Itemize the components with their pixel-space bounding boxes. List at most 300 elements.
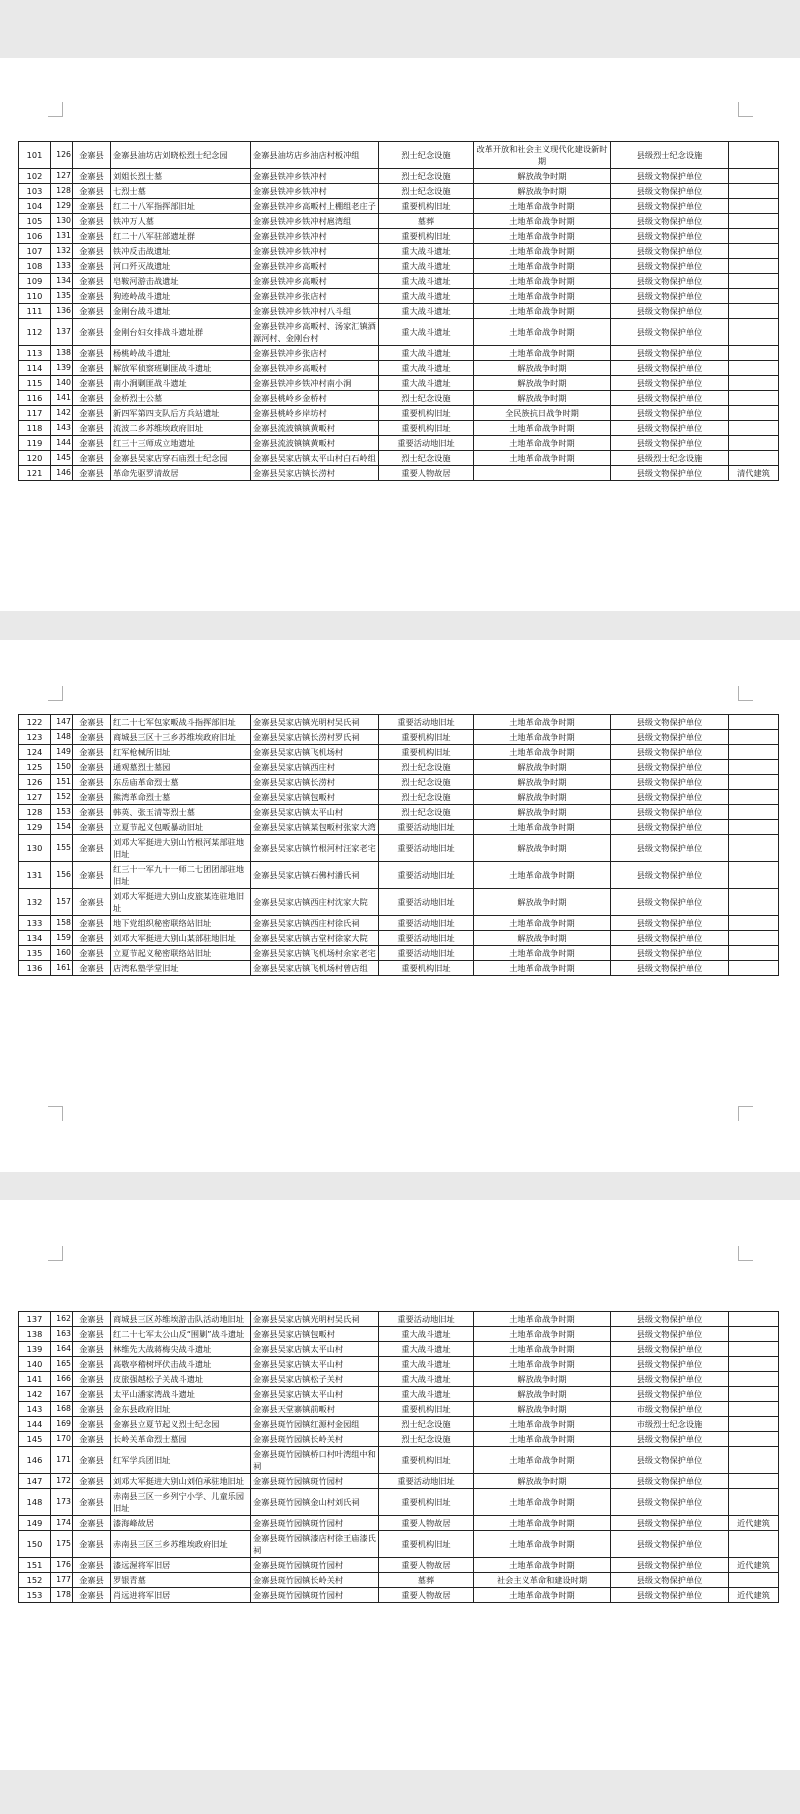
address-cell: 金寨县铁冲乡高畈村、汤家汇镇酒源河村、金刚台村	[251, 319, 379, 346]
note-cell	[729, 361, 779, 376]
note-cell	[729, 1531, 779, 1558]
note-cell	[729, 961, 779, 976]
serial-number-cell: 118	[19, 421, 51, 436]
county-cell: 金寨县	[73, 142, 111, 169]
note-cell	[729, 421, 779, 436]
period-cell: 土地革命战争时期	[474, 1327, 611, 1342]
table-row	[19, 274, 779, 289]
note-cell: 清代建筑	[729, 466, 779, 481]
site-name-cell: 赤南县三区一乡列宁小学、儿童乐园旧址	[111, 1489, 251, 1516]
protection-level-cell: 县级文物保护单位	[611, 1531, 729, 1558]
note-cell	[729, 1402, 779, 1417]
category-cell: 重要活动地旧址	[379, 1312, 474, 1327]
protection-level-cell: 市级文物保护单位	[611, 1402, 729, 1417]
protection-level-cell: 县级文物保护单位	[611, 1432, 729, 1447]
period-cell: 土地革命战争时期	[474, 715, 611, 730]
county-cell: 金寨县	[73, 1588, 111, 1603]
site-name-cell: 红军枪械所旧址	[111, 745, 251, 760]
county-cell: 金寨县	[73, 1489, 111, 1516]
address-cell: 金寨县吴家店镇某包畈村张家大湾	[251, 820, 379, 835]
note-cell	[729, 775, 779, 790]
serial-number-cell: 131	[19, 862, 51, 889]
county-cell: 金寨县	[73, 289, 111, 304]
table-row	[19, 304, 779, 319]
address-cell: 金寨县铁冲乡高畈村	[251, 274, 379, 289]
table-row	[19, 1558, 779, 1573]
county-cell: 金寨县	[73, 304, 111, 319]
note-cell	[729, 745, 779, 760]
address-cell: 金寨县流波镇镇黄畈村	[251, 421, 379, 436]
address-cell: 金寨县铁冲乡铁冲村	[251, 229, 379, 244]
note-cell	[729, 451, 779, 466]
address-cell: 金寨县斑竹园镇长岭关村	[251, 1573, 379, 1588]
address-cell: 金寨县油坊店乡油店村板冲组	[251, 142, 379, 169]
site-name-cell: 金刚台妇女排战斗遗址群	[111, 319, 251, 346]
site-name-cell: 通观墓烈士墓园	[111, 760, 251, 775]
note-cell	[729, 1417, 779, 1432]
category-cell: 重大战斗遗址	[379, 289, 474, 304]
address-cell: 金寨县铁冲乡高畈村上棚组老庄子	[251, 199, 379, 214]
original-number-cell: 152	[51, 790, 73, 805]
site-name-cell: 金寨县油坊店刘晓松烈士纪念园	[111, 142, 251, 169]
category-cell: 重大战斗遗址	[379, 1327, 474, 1342]
protection-level-cell: 县级文物保护单位	[611, 304, 729, 319]
original-number-cell: 134	[51, 274, 73, 289]
original-number-cell: 161	[51, 961, 73, 976]
period-cell: 解放战争时期	[474, 889, 611, 916]
address-cell: 金寨县铁冲乡铁冲村	[251, 169, 379, 184]
serial-number-cell: 113	[19, 346, 51, 361]
address-cell: 金寨县斑竹园镇斑竹园村	[251, 1588, 379, 1603]
address-cell: 金寨县吴家店镇太平山村	[251, 805, 379, 820]
county-cell: 金寨县	[73, 1387, 111, 1402]
site-name-cell: 流波二乡苏维埃政府旧址	[111, 421, 251, 436]
note-cell	[729, 406, 779, 421]
original-number-cell: 128	[51, 184, 73, 199]
category-cell: 重要人物故居	[379, 1588, 474, 1603]
category-cell: 重要活动地旧址	[379, 436, 474, 451]
table-row	[19, 436, 779, 451]
note-cell	[729, 889, 779, 916]
county-cell: 金寨县	[73, 391, 111, 406]
period-cell: 土地革命战争时期	[474, 1432, 611, 1447]
county-cell: 金寨县	[73, 775, 111, 790]
table-row	[19, 259, 779, 274]
table-row	[19, 946, 779, 961]
county-cell: 金寨县	[73, 1432, 111, 1447]
address-cell: 金寨县斑竹园镇斑竹园村	[251, 1558, 379, 1573]
address-cell: 金寨县吴家店镇光明村吴氏祠	[251, 1312, 379, 1327]
serial-number-cell: 104	[19, 199, 51, 214]
period-cell: 土地革命战争时期	[474, 199, 611, 214]
note-cell	[729, 916, 779, 931]
table-row	[19, 790, 779, 805]
site-name-cell: 长岭关革命烈士墓园	[111, 1432, 251, 1447]
original-number-cell: 160	[51, 946, 73, 961]
address-cell: 金寨县斑竹园镇长岭关村	[251, 1432, 379, 1447]
serial-number-cell: 123	[19, 730, 51, 745]
original-number-cell: 174	[51, 1516, 73, 1531]
address-cell: 金寨县斑竹园镇红源村金园组	[251, 1417, 379, 1432]
address-cell: 金寨县吴家店镇西庄村	[251, 760, 379, 775]
site-name-cell: 皮旅强越松子关战斗遗址	[111, 1372, 251, 1387]
note-cell	[729, 931, 779, 946]
category-cell: 重要活动地旧址	[379, 916, 474, 931]
original-number-cell: 178	[51, 1588, 73, 1603]
note-cell	[729, 1357, 779, 1372]
site-name-cell: 刘邓大军挺进大别山刘伯承驻地旧址	[111, 1474, 251, 1489]
protection-level-cell: 市级烈士纪念设施	[611, 1417, 729, 1432]
site-name-cell: 金东县政府旧址	[111, 1402, 251, 1417]
serial-number-cell: 133	[19, 916, 51, 931]
period-cell: 土地革命战争时期	[474, 451, 611, 466]
county-cell: 金寨县	[73, 862, 111, 889]
original-number-cell: 176	[51, 1558, 73, 1573]
category-cell: 重要活动地旧址	[379, 1474, 474, 1489]
serial-number-cell: 122	[19, 715, 51, 730]
period-cell: 解放战争时期	[474, 376, 611, 391]
category-cell: 重要机构旧址	[379, 1402, 474, 1417]
site-name-cell: 商城县三区苏维埃游击队活动地旧址	[111, 1312, 251, 1327]
original-number-cell: 140	[51, 376, 73, 391]
protection-level-cell: 县级文物保护单位	[611, 319, 729, 346]
serial-number-cell: 129	[19, 820, 51, 835]
period-cell: 土地革命战争时期	[474, 259, 611, 274]
site-name-cell: 新四军第四支队后方兵站遗址	[111, 406, 251, 421]
table-row	[19, 1342, 779, 1357]
original-number-cell: 155	[51, 835, 73, 862]
original-number-cell: 177	[51, 1573, 73, 1588]
site-name-cell: 河口歼灭战遗址	[111, 259, 251, 274]
note-cell	[729, 862, 779, 889]
category-cell: 墓葬	[379, 1573, 474, 1588]
address-cell: 金寨县桃岭乡金桥村	[251, 391, 379, 406]
county-cell: 金寨县	[73, 214, 111, 229]
table-row	[19, 805, 779, 820]
original-number-cell: 159	[51, 931, 73, 946]
serial-number-cell: 151	[19, 1558, 51, 1573]
county-cell: 金寨县	[73, 466, 111, 481]
site-name-cell: 七烈士墓	[111, 184, 251, 199]
heritage-site-table	[18, 714, 779, 976]
serial-number-cell: 130	[19, 835, 51, 862]
category-cell: 重要活动地旧址	[379, 931, 474, 946]
county-cell: 金寨县	[73, 259, 111, 274]
address-cell: 金寨县吴家店镇太平山村	[251, 1342, 379, 1357]
serial-number-cell: 150	[19, 1531, 51, 1558]
site-name-cell: 肖远进将军旧居	[111, 1588, 251, 1603]
note-cell	[729, 730, 779, 745]
note-cell	[729, 946, 779, 961]
original-number-cell: 151	[51, 775, 73, 790]
table-row	[19, 1327, 779, 1342]
protection-level-cell: 县级文物保护单位	[611, 259, 729, 274]
period-cell: 土地革命战争时期	[474, 862, 611, 889]
period-cell: 土地革命战争时期	[474, 730, 611, 745]
original-number-cell: 141	[51, 391, 73, 406]
county-cell: 金寨县	[73, 745, 111, 760]
original-number-cell: 144	[51, 436, 73, 451]
category-cell: 重要机构旧址	[379, 1531, 474, 1558]
county-cell: 金寨县	[73, 376, 111, 391]
address-cell: 金寨县吴家店镇长涝村罗氏祠	[251, 730, 379, 745]
protection-level-cell: 县级文物保护单位	[611, 244, 729, 259]
original-number-cell: 131	[51, 229, 73, 244]
original-number-cell: 142	[51, 406, 73, 421]
serial-number-cell: 101	[19, 142, 51, 169]
table-row	[19, 1489, 779, 1516]
protection-level-cell: 县级文物保护单位	[611, 931, 729, 946]
county-cell: 金寨县	[73, 319, 111, 346]
category-cell: 重要机构旧址	[379, 1489, 474, 1516]
period-cell: 土地革命战争时期	[474, 214, 611, 229]
site-name-cell: 革命先驱罗清故居	[111, 466, 251, 481]
protection-level-cell: 县级文物保护单位	[611, 391, 729, 406]
period-cell: 土地革命战争时期	[474, 1447, 611, 1474]
address-cell: 金寨县吴家店镇松子关村	[251, 1372, 379, 1387]
original-number-cell: 145	[51, 451, 73, 466]
category-cell: 重要机构旧址	[379, 406, 474, 421]
category-cell: 烈士纪念设施	[379, 1417, 474, 1432]
address-cell: 金寨县吴家店镇太平山村白石岭组	[251, 451, 379, 466]
protection-level-cell: 县级文物保护单位	[611, 214, 729, 229]
category-cell: 重要机构旧址	[379, 730, 474, 745]
note-cell	[729, 1573, 779, 1588]
county-cell: 金寨县	[73, 1573, 111, 1588]
protection-level-cell: 县级文物保护单位	[611, 745, 729, 760]
note-cell	[729, 184, 779, 199]
county-cell: 金寨县	[73, 1558, 111, 1573]
period-cell: 解放战争时期	[474, 184, 611, 199]
county-cell: 金寨县	[73, 199, 111, 214]
county-cell: 金寨县	[73, 1327, 111, 1342]
address-cell: 金寨县吴家店镇石佛村潘氏祠	[251, 862, 379, 889]
note-cell: 近代建筑	[729, 1516, 779, 1531]
category-cell: 烈士纪念设施	[379, 760, 474, 775]
table-row	[19, 1357, 779, 1372]
county-cell: 金寨县	[73, 1516, 111, 1531]
site-name-cell: 解放军侦察班剿匪战斗遗址	[111, 361, 251, 376]
period-cell: 解放战争时期	[474, 835, 611, 862]
address-cell: 金寨县斑竹园镇漆店村徐王庙漆氏祠	[251, 1531, 379, 1558]
period-cell: 社会主义革命和建设时期	[474, 1573, 611, 1588]
original-number-cell: 164	[51, 1342, 73, 1357]
site-name-cell: 杨桃岭战斗遗址	[111, 346, 251, 361]
original-number-cell: 157	[51, 889, 73, 916]
protection-level-cell: 县级文物保护单位	[611, 775, 729, 790]
note-cell	[729, 1387, 779, 1402]
site-name-cell: 红三十一军九十一师二七团团部驻地旧址	[111, 862, 251, 889]
original-number-cell: 148	[51, 730, 73, 745]
period-cell: 土地革命战争时期	[474, 961, 611, 976]
county-cell: 金寨县	[73, 421, 111, 436]
protection-level-cell: 县级文物保护单位	[611, 466, 729, 481]
site-name-cell: 皂鞍河游击战遗址	[111, 274, 251, 289]
category-cell: 重要活动地旧址	[379, 889, 474, 916]
county-cell: 金寨县	[73, 889, 111, 916]
table-row	[19, 1372, 779, 1387]
serial-number-cell: 126	[19, 775, 51, 790]
period-cell: 土地革命战争时期	[474, 1531, 611, 1558]
original-number-cell: 162	[51, 1312, 73, 1327]
protection-level-cell: 县级文物保护单位	[611, 805, 729, 820]
address-cell: 金寨县铁冲乡高畈村	[251, 361, 379, 376]
serial-number-cell: 132	[19, 889, 51, 916]
original-number-cell: 172	[51, 1474, 73, 1489]
address-cell: 金寨县铁冲乡铁冲村	[251, 244, 379, 259]
note-cell	[729, 319, 779, 346]
site-name-cell: 立夏节起义秘密联络站旧址	[111, 946, 251, 961]
county-cell: 金寨县	[73, 169, 111, 184]
serial-number-cell: 153	[19, 1588, 51, 1603]
crop-mark	[738, 1246, 753, 1261]
note-cell	[729, 760, 779, 775]
document-page-3	[0, 1200, 800, 1770]
period-cell: 解放战争时期	[474, 760, 611, 775]
period-cell: 土地革命战争时期	[474, 436, 611, 451]
note-cell	[729, 436, 779, 451]
table-row	[19, 730, 779, 745]
site-name-cell: 金寨县立夏节起义烈士纪念园	[111, 1417, 251, 1432]
address-cell: 金寨县吴家店镇飞机场村余家老宅	[251, 946, 379, 961]
note-cell	[729, 1489, 779, 1516]
site-name-cell: 金刚台战斗遗址	[111, 304, 251, 319]
address-cell: 金寨县吴家店镇长涝村	[251, 466, 379, 481]
category-cell: 重大战斗遗址	[379, 361, 474, 376]
table-row	[19, 214, 779, 229]
note-cell	[729, 214, 779, 229]
note-cell: 近代建筑	[729, 1558, 779, 1573]
table-row	[19, 466, 779, 481]
site-name-cell: 红二十八军驻部遗址群	[111, 229, 251, 244]
protection-level-cell: 县级文物保护单位	[611, 169, 729, 184]
site-name-cell: 漆海峰故居	[111, 1516, 251, 1531]
period-cell: 解放战争时期	[474, 1387, 611, 1402]
serial-number-cell: 103	[19, 184, 51, 199]
serial-number-cell: 138	[19, 1327, 51, 1342]
category-cell: 重大战斗遗址	[379, 244, 474, 259]
protection-level-cell: 县级文物保护单位	[611, 862, 729, 889]
protection-level-cell: 县级文物保护单位	[611, 760, 729, 775]
serial-number-cell: 147	[19, 1474, 51, 1489]
period-cell: 土地革命战争时期	[474, 274, 611, 289]
protection-level-cell: 县级文物保护单位	[611, 376, 729, 391]
protection-level-cell: 县级烈士纪念设施	[611, 142, 729, 169]
address-cell: 金寨县铁冲乡铁冲村扈湾组	[251, 214, 379, 229]
serial-number-cell: 152	[19, 1573, 51, 1588]
serial-number-cell: 127	[19, 790, 51, 805]
period-cell: 土地革命战争时期	[474, 229, 611, 244]
address-cell: 金寨县铁冲乡铁冲村八斗组	[251, 304, 379, 319]
site-name-cell: 高敬亭稽树坪伏击战斗遗址	[111, 1357, 251, 1372]
protection-level-cell: 县级文物保护单位	[611, 274, 729, 289]
serial-number-cell: 109	[19, 274, 51, 289]
category-cell: 重要活动地旧址	[379, 835, 474, 862]
serial-number-cell: 143	[19, 1402, 51, 1417]
county-cell: 金寨县	[73, 835, 111, 862]
table-row	[19, 745, 779, 760]
category-cell: 重要活动地旧址	[379, 820, 474, 835]
table-row	[19, 862, 779, 889]
county-cell: 金寨县	[73, 820, 111, 835]
period-cell: 解放战争时期	[474, 790, 611, 805]
county-cell: 金寨县	[73, 274, 111, 289]
table-row	[19, 1474, 779, 1489]
serial-number-cell: 137	[19, 1312, 51, 1327]
document-page-2	[0, 640, 800, 1172]
note-cell	[729, 820, 779, 835]
original-number-cell: 130	[51, 214, 73, 229]
original-number-cell: 133	[51, 259, 73, 274]
note-cell	[729, 835, 779, 862]
serial-number-cell: 106	[19, 229, 51, 244]
protection-level-cell: 县级文物保护单位	[611, 715, 729, 730]
period-cell: 解放战争时期	[474, 1372, 611, 1387]
county-cell: 金寨县	[73, 946, 111, 961]
category-cell: 重要活动地旧址	[379, 862, 474, 889]
county-cell: 金寨县	[73, 1417, 111, 1432]
protection-level-cell: 县级文物保护单位	[611, 184, 729, 199]
original-number-cell: 156	[51, 862, 73, 889]
category-cell: 重大战斗遗址	[379, 319, 474, 346]
protection-level-cell: 县级文物保护单位	[611, 1588, 729, 1603]
site-name-cell: 漆远渥将军旧居	[111, 1558, 251, 1573]
period-cell: 土地革命战争时期	[474, 1342, 611, 1357]
original-number-cell: 135	[51, 289, 73, 304]
period-cell: 土地革命战争时期	[474, 289, 611, 304]
category-cell: 墓葬	[379, 214, 474, 229]
protection-level-cell: 县级文物保护单位	[611, 1573, 729, 1588]
table-row	[19, 406, 779, 421]
original-number-cell: 167	[51, 1387, 73, 1402]
crop-mark	[48, 686, 63, 701]
address-cell: 金寨县天堂寨镇前畈村	[251, 1402, 379, 1417]
serial-number-cell: 119	[19, 436, 51, 451]
protection-level-cell: 县级文物保护单位	[611, 361, 729, 376]
original-number-cell: 147	[51, 715, 73, 730]
category-cell: 重要机构旧址	[379, 421, 474, 436]
period-cell: 土地革命战争时期	[474, 346, 611, 361]
table-row	[19, 1432, 779, 1447]
address-cell: 金寨县吴家店镇竹根河村汪家老宅	[251, 835, 379, 862]
category-cell: 烈士纪念设施	[379, 775, 474, 790]
protection-level-cell: 县级文物保护单位	[611, 1342, 729, 1357]
address-cell: 金寨县桃岭乡岸坊村	[251, 406, 379, 421]
original-number-cell: 154	[51, 820, 73, 835]
original-number-cell: 153	[51, 805, 73, 820]
category-cell: 重大战斗遗址	[379, 1372, 474, 1387]
county-cell: 金寨县	[73, 436, 111, 451]
period-cell: 土地革命战争时期	[474, 421, 611, 436]
original-number-cell: 169	[51, 1417, 73, 1432]
original-number-cell: 170	[51, 1432, 73, 1447]
serial-number-cell: 144	[19, 1417, 51, 1432]
site-name-cell: 红军学兵团旧址	[111, 1447, 251, 1474]
category-cell: 烈士纪念设施	[379, 1432, 474, 1447]
category-cell: 重要机构旧址	[379, 961, 474, 976]
address-cell: 金寨县吴家店镇包畈村	[251, 1327, 379, 1342]
protection-level-cell: 县级烈士纪念设施	[611, 451, 729, 466]
county-cell: 金寨县	[73, 730, 111, 745]
site-name-cell: 罗银青墓	[111, 1573, 251, 1588]
serial-number-cell: 115	[19, 376, 51, 391]
period-cell: 改革开放和社会主义现代化建设新时期	[474, 142, 611, 169]
county-cell: 金寨县	[73, 715, 111, 730]
period-cell: 土地革命战争时期	[474, 946, 611, 961]
address-cell: 金寨县吴家店镇太平山村	[251, 1387, 379, 1402]
county-cell: 金寨县	[73, 1312, 111, 1327]
period-cell: 土地革命战争时期	[474, 304, 611, 319]
